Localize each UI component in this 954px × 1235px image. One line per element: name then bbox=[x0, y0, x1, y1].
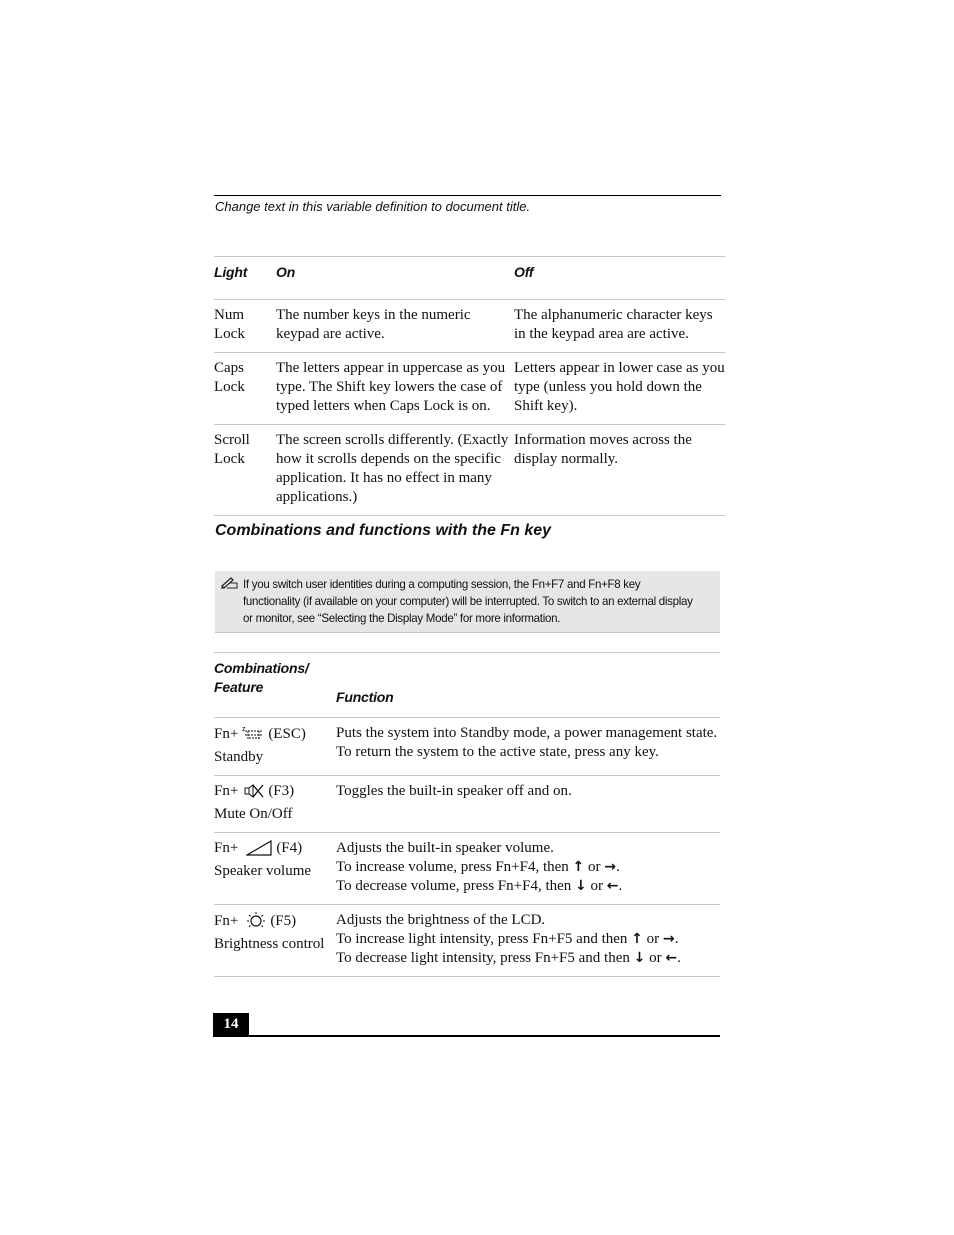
function-description: Puts the system into Standby mode, a power management state. To return the system to the active state, press any key. bbox=[336, 725, 718, 760]
volume-icon bbox=[246, 840, 272, 862]
light-off-description: Information moves across the display normally. bbox=[514, 432, 692, 467]
light-off-description: Letters appear in lower case as you type (unless you hold down the Shift key). bbox=[514, 360, 725, 414]
function-description: Toggles the built-in speaker off and on. bbox=[336, 783, 572, 799]
table-row bbox=[214, 833, 720, 905]
arrow-down-icon: ↓ bbox=[633, 950, 646, 966]
arrow-down-icon: ↓ bbox=[575, 878, 587, 894]
standby-icon bbox=[242, 724, 264, 748]
arrow-right-icon: → bbox=[604, 859, 617, 875]
column-header-light: Light bbox=[214, 264, 248, 280]
section-heading: Combinations and functions with the Fn key bbox=[215, 522, 552, 539]
page-number: 14 bbox=[213, 1013, 249, 1036]
arrow-up-icon: ↑ bbox=[572, 859, 585, 875]
table-row bbox=[214, 905, 720, 977]
arrow-right-icon: → bbox=[662, 931, 675, 947]
light-on-description: The screen scrolls differently. (Exactly how it scrolls depends on the specific application. It has no effect in many applications.) bbox=[276, 432, 509, 505]
table-row bbox=[214, 353, 725, 425]
light-name: Caps Lock bbox=[214, 360, 245, 395]
light-name: Num Lock bbox=[214, 307, 245, 342]
key-combination: Fn+ (F5) Brightness control bbox=[214, 913, 325, 952]
fn-key-table bbox=[214, 652, 720, 977]
light-on-description: The number keys in the numeric keypad are active. bbox=[276, 307, 471, 342]
column-header-combinations: Combinations/ Feature bbox=[214, 660, 309, 695]
column-header-off: Off bbox=[514, 264, 534, 280]
indicator-lights-table bbox=[214, 256, 725, 516]
header-rule bbox=[214, 195, 721, 196]
note-text: If you switch user identities during a computing session, the Fn+F7 and Fn+F8 key functionality (if available on your computer) will be interrupted. To switch to an external display or monitor, see “Selecting the Display Mode” for more information. bbox=[243, 577, 693, 625]
light-name: Scroll Lock bbox=[214, 432, 250, 467]
arrow-up-icon: ↑ bbox=[631, 931, 643, 947]
light-on-description: The letters appear in uppercase as you type. The Shift key lowers the case of typed letters when Caps Lock is on. bbox=[276, 360, 506, 414]
table-row bbox=[214, 425, 725, 516]
arrow-left-icon: ← bbox=[606, 878, 619, 894]
running-header: Change text in this variable definition to document title. bbox=[215, 199, 531, 214]
key-combination: Fn+ (F4) Speaker volume bbox=[214, 840, 312, 879]
table-row bbox=[214, 300, 725, 353]
column-header-function: Function bbox=[336, 689, 394, 705]
table-row bbox=[214, 718, 720, 776]
light-off-description: The alphanumeric character keys in the keypad area are active. bbox=[514, 307, 713, 342]
key-combination: Fn+ z (ESC) Standby bbox=[214, 726, 306, 765]
function-description: Adjusts the brightness of the LCD. To increase light intensity, press Fn+F5 and then ↑ or →. To decrease light intensity, press Fn+F5 and then ↓ or ←. bbox=[336, 912, 681, 966]
function-description: Adjusts the built-in speaker volume. To increase volume, press Fn+F4, then ↑ or →. To decrease volume, press Fn+F4, then ↓ or ←. bbox=[336, 840, 623, 894]
pencil-note-icon bbox=[220, 575, 238, 589]
svg-text:z: z bbox=[242, 726, 246, 733]
mute-icon bbox=[244, 783, 264, 805]
column-header-on: On bbox=[276, 264, 296, 280]
key-combination: Fn+ (F3) Mute On/Off bbox=[214, 783, 295, 822]
brightness-icon bbox=[246, 911, 266, 935]
arrow-left-icon: ← bbox=[665, 950, 678, 966]
note-box bbox=[215, 571, 720, 633]
footer-rule bbox=[213, 1035, 720, 1037]
table-row bbox=[214, 776, 720, 833]
